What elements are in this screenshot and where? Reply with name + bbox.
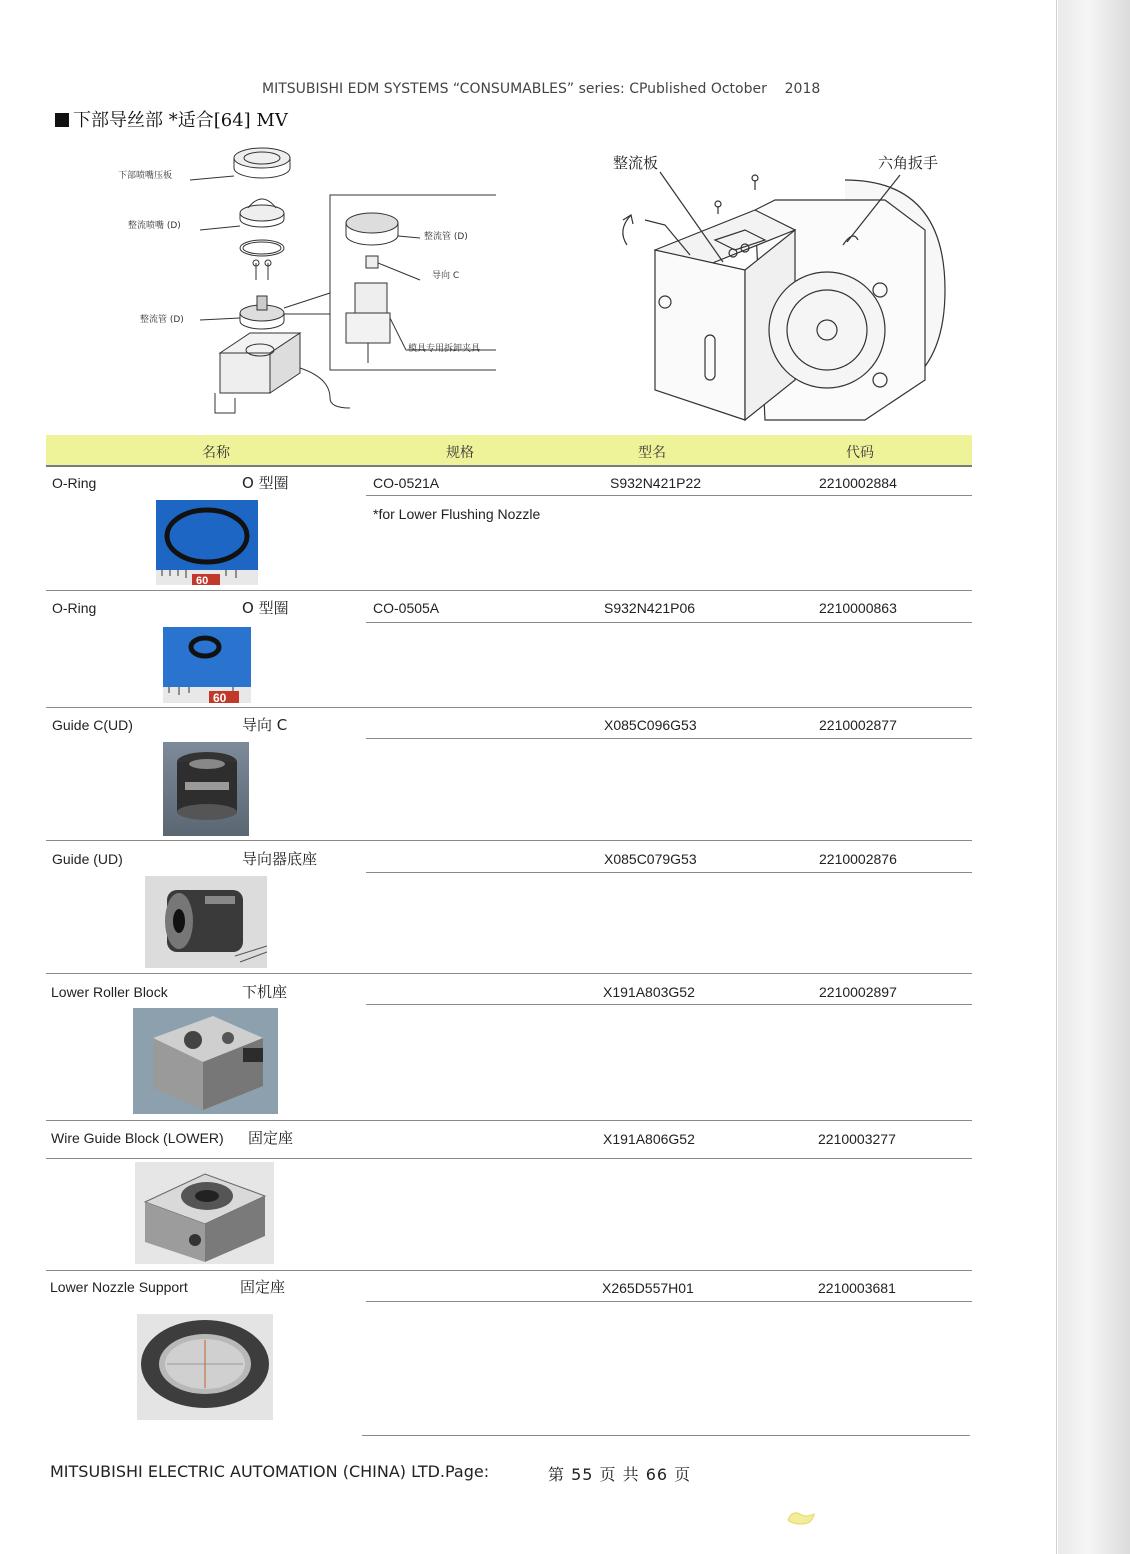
row-code: 2210002884 xyxy=(819,475,897,491)
row-model: X085C096G53 xyxy=(604,717,697,733)
page-edge-line xyxy=(1056,0,1057,1554)
wire-guide-block-photo xyxy=(135,1162,274,1264)
row-name-en: Lower Roller Block xyxy=(51,984,168,1000)
label-hex-wrench: 六角扳手 xyxy=(878,154,939,172)
row-note: *for Lower Flushing Nozzle xyxy=(373,506,541,522)
row-code: 2210003681 xyxy=(818,1280,896,1296)
row-name-en: Guide C(UD) xyxy=(52,717,133,733)
row-name-cn: 下机座 xyxy=(242,983,288,1001)
row-name-cn: O 型圈 xyxy=(242,474,289,492)
ruler-label: 60 xyxy=(213,691,227,703)
guide-c-photo xyxy=(163,742,249,836)
lower-nozzle-support-photo xyxy=(137,1314,273,1420)
ruler-label: 60 xyxy=(196,575,209,585)
row-name-cn: 导向 C xyxy=(242,716,288,734)
row-divider xyxy=(366,738,972,739)
row-name-en: O-Ring xyxy=(52,600,97,616)
row-model: X191A803G52 xyxy=(603,984,695,1000)
row-spec: CO-0505A xyxy=(373,600,440,616)
row-code: 2210002877 xyxy=(819,717,897,733)
lower-roller-block-photo xyxy=(133,1008,278,1114)
guide-ud-photo xyxy=(145,876,267,968)
row-model: X191A806G52 xyxy=(603,1131,695,1147)
label-lower-nozzle-plate: 下部喷嘴压板 xyxy=(118,171,173,181)
row-divider xyxy=(46,1270,972,1271)
label-guide-c: 导向 C xyxy=(432,271,460,281)
row-divider xyxy=(46,840,972,841)
table-bottom-line xyxy=(362,1435,970,1436)
row-divider xyxy=(366,872,972,873)
col-header-name: 名称 xyxy=(202,445,230,461)
label-flush-tube-lower: 整流管 (D) xyxy=(140,315,184,325)
row-divider xyxy=(46,1120,972,1121)
table-header xyxy=(46,435,972,467)
label-flush-tube-upper: 整流管 (D) xyxy=(424,232,468,242)
row-name-en: O-Ring xyxy=(52,475,97,491)
row-name-cn: 固定座 xyxy=(240,1278,286,1296)
row-code: 2210003277 xyxy=(818,1131,896,1147)
row-divider xyxy=(46,1158,972,1159)
row-divider xyxy=(366,1004,972,1005)
square-bullet-icon xyxy=(55,113,69,127)
row-model: X265D557H01 xyxy=(602,1280,694,1296)
page-edge-shadow xyxy=(1058,0,1130,1554)
row-divider xyxy=(366,1301,972,1302)
row-name-en: Lower Nozzle Support xyxy=(50,1279,188,1295)
col-header-code: 代码 xyxy=(846,445,874,461)
row-divider xyxy=(46,973,972,974)
row-name-cn: 导向器底座 xyxy=(242,850,318,868)
row-model: S932N421P06 xyxy=(604,600,696,616)
row-model: S932N421P22 xyxy=(610,475,702,491)
row-divider xyxy=(366,622,972,623)
small-o-ring-photo xyxy=(163,627,251,703)
row-model: X085C079G53 xyxy=(604,851,697,867)
row-name-en: Guide (UD) xyxy=(52,851,123,867)
label-flush-nozzle: 整流喷嘴 (D) xyxy=(128,221,181,231)
page-header: MITSUBISHI EDM SYSTEMS “CONSUMABLES” series: CPublished October 2018 xyxy=(262,81,821,97)
row-spec: CO-0521A xyxy=(373,475,440,491)
row-divider xyxy=(46,590,972,591)
row-code: 2210000863 xyxy=(819,600,897,616)
col-header-spec: 规格 xyxy=(446,445,474,461)
row-divider xyxy=(46,707,972,708)
section-title xyxy=(55,106,288,132)
o-ring-photo xyxy=(156,500,258,585)
row-divider xyxy=(366,495,972,496)
row-name-cn: 固定座 xyxy=(248,1129,294,1147)
assembly-diagram xyxy=(605,150,950,430)
row-code: 2210002897 xyxy=(819,984,897,1000)
yellow-mark-icon xyxy=(782,1506,822,1530)
row-code: 2210002876 xyxy=(819,851,897,867)
row-name-cn: O 型圈 xyxy=(242,599,289,617)
label-rectifier-plate: 整流板 xyxy=(613,154,659,172)
section-title-text: 下部导丝部 *适合[64] MV xyxy=(73,110,288,131)
exploded-diagram xyxy=(110,138,502,428)
col-header-model: 型名 xyxy=(638,445,666,461)
footer-page-number: 第 55 页 共 66 页 xyxy=(548,1465,692,1484)
label-removal-jig: 模具专用拆卸夹具 xyxy=(408,344,481,354)
row-name-en: Wire Guide Block (LOWER) xyxy=(51,1130,224,1146)
footer-company: MITSUBISHI ELECTRIC AUTOMATION (CHINA) LTD.Page: xyxy=(50,1462,490,1481)
